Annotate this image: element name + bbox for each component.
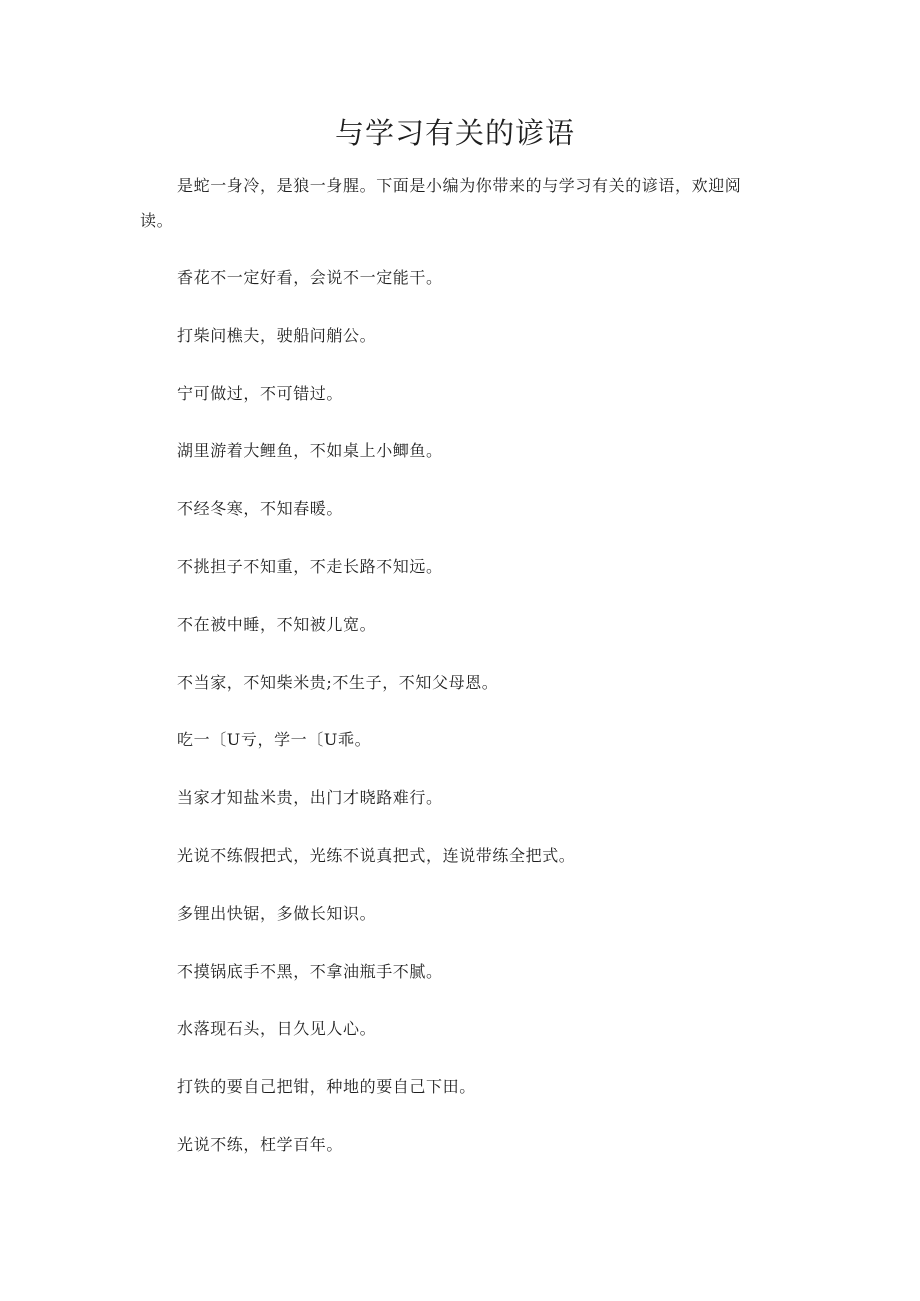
proverb-list xyxy=(177,249,817,1174)
proverb-item: 不当家，不知柴米贵;不生子，不知父母恩。 xyxy=(177,672,499,692)
proverb-item: 不挑担子不知重，不走长路不知远。 xyxy=(177,556,443,576)
proverb-item: 多锂出快锯，多做长知识。 xyxy=(177,903,377,923)
proverb-item: 香花不一定好看，会说不一定能干。 xyxy=(177,268,443,287)
proverb-item: 当家才知盐米贵，出门才晓路难行。 xyxy=(177,788,443,808)
proverb-item: 光说不练，枉学百年。 xyxy=(177,1134,344,1154)
intro-line: 读。 xyxy=(140,211,174,230)
intro-paragraph xyxy=(140,168,780,238)
proverb-item: 光说不练假把式，光练不说真把式，连说带练全把式。 xyxy=(177,845,576,865)
proverb-item: 不摸锅底手不黑，不拿油瓶手不腻。 xyxy=(177,961,443,981)
proverb-item: 不经冬寒，不知春暖。 xyxy=(177,499,344,519)
proverb-item: 湖里游着大鲤鱼，不如桌上小鲫鱼。 xyxy=(177,441,443,461)
proverb-item: 水落现石头，日久见人心。 xyxy=(177,1019,377,1039)
proverb-item: 不在被中睡，不知被儿宽。 xyxy=(177,614,377,634)
proverb-item: 打柴问樵夫，驶船问艄公。 xyxy=(177,325,377,345)
proverb-item: 打铁的要自己把钳，种地的要自己下田。 xyxy=(177,1077,476,1097)
proverb-item: 宁可做过，不可错过。 xyxy=(177,383,344,403)
proverb-item: 吃一〔U亏，学一〔U乖。 xyxy=(177,730,372,750)
document-title: 与学习有关的谚语 xyxy=(334,116,575,150)
intro-line: 是蛇一身冷，是狼一身腥。下面是小编为你带来的与学习有关的谚语，欢迎阅 xyxy=(177,176,742,195)
